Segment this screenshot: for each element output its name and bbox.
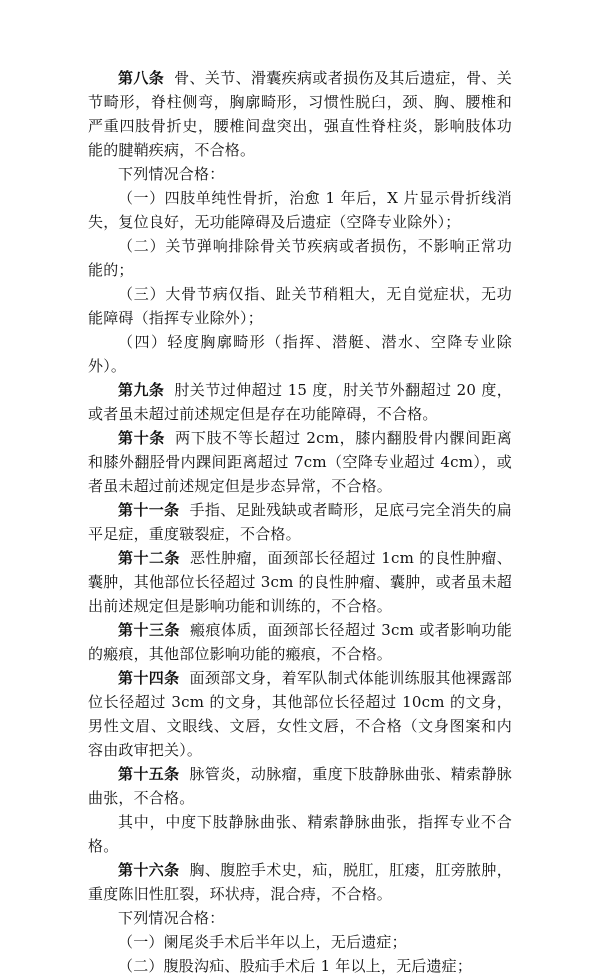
paragraph-article-11 (88, 498, 512, 546)
paragraph-article-9 (88, 378, 512, 426)
paragraph-item-2 (88, 234, 512, 282)
paragraph-item-6 (88, 954, 512, 978)
paragraph-article-13 (88, 618, 512, 666)
paragraph-item-4 (88, 330, 512, 378)
paragraph-qualified-intro (88, 162, 512, 186)
article-label: 第十条 (118, 429, 166, 447)
paragraph-text: 下列情况合格： (118, 909, 225, 927)
paragraph-text: 恶性肿瘤，面颈部长径超过 1cm 的良性肿瘤、囊肿，其他部位长径超过 3cm 的良性肿瘤、囊肿，或者虽未超出前述规定但是影响功能和训练的，不合格。 (88, 549, 512, 615)
paragraph-text: （一）阑尾炎手术后半年以上，无后遗症； (118, 933, 407, 951)
paragraph-article-14 (88, 666, 512, 762)
paragraph-text: 面颈部文身，着军队制式体能训练服其他裸露部位长径超过 3cm 的文身，其他部位长径超过 10cm 的文身，男性文眉、文眼线、文唇，女性文唇，不合格（文身图案和内容由政审把关）。 (88, 669, 512, 759)
paragraph-text: （二）关节弹响排除骨关节疾病或者损伤，不影响正常功能的； (88, 237, 512, 279)
paragraph-text: 肘关节过伸超过 15 度，肘关节外翻超过 20 度，或者虽未超过前述规定但是存在功能障碍，不合格。 (88, 381, 512, 423)
paragraph-article-12 (88, 546, 512, 618)
article-label: 第十一条 (118, 501, 180, 519)
paragraph-item-3 (88, 282, 512, 330)
paragraph-text: （四）轻度胸廓畸形（指挥、潜艇、潜水、空降专业除外）。 (88, 333, 512, 375)
paragraph-text: 瘢痕体质，面颈部长径超过 3cm 或者影响功能的瘢痕，其他部位影响功能的瘢痕，不合格。 (88, 621, 512, 663)
document-body (88, 66, 512, 978)
article-label: 第八条 (118, 69, 165, 87)
article-label: 第十三条 (118, 621, 180, 639)
paragraph-text: （三）大骨节病仅指、趾关节稍粗大，无自觉症状，无功能障碍（指挥专业除外）； (88, 285, 512, 327)
paragraph-qualified-intro-2 (88, 906, 512, 930)
paragraph-article-15-note (88, 810, 512, 858)
paragraph-article-15 (88, 762, 512, 810)
paragraph-text: 骨、关节、滑囊疾病或者损伤及其后遗症，骨、关节畸形，脊柱侧弯，胸廓畸形，习惯性脱臼，颈、胸、腰椎和严重四肢骨折史，腰椎间盘突出，强直性脊柱炎，影响肢体功能的腱鞘疾病，不合格。 (88, 69, 512, 159)
paragraph-article-8 (88, 66, 512, 162)
paragraph-text: （二）腹股沟疝、股疝手术后 1 年以上，无后遗症； (118, 957, 473, 975)
paragraph-item-1 (88, 186, 512, 234)
article-label: 第十六条 (118, 861, 180, 879)
paragraph-text: 胸、腹腔手术史，疝，脱肛，肛瘘，肛旁脓肿，重度陈旧性肛裂，环状痔，混合痔，不合格。 (88, 861, 512, 903)
paragraph-article-16 (88, 858, 512, 906)
article-label: 第十四条 (118, 669, 180, 687)
article-label: 第十二条 (118, 549, 180, 567)
paragraph-text: （一）四肢单纯性骨折，治愈 1 年后，X 片显示骨折线消失，复位良好，无功能障碍及后遗症（空降专业除外）； (88, 189, 512, 231)
article-label: 第十五条 (118, 765, 180, 783)
paragraph-text: 下列情况合格： (118, 165, 225, 183)
paragraph-text: 手指、足趾残缺或者畸形，足底弓完全消失的扁平足症，重度皲裂症，不合格。 (88, 501, 512, 543)
paragraph-text: 两下肢不等长超过 2cm，膝内翻股骨内髁间距离和膝外翻胫骨内踝间距离超过 7cm（空降专业超过 4cm），或者虽未超过前述规定但是步态异常，不合格。 (88, 429, 512, 495)
paragraph-article-10 (88, 426, 512, 498)
paragraph-text: 其中，中度下肢静脉曲张、精索静脉曲张，指挥专业不合格。 (88, 813, 512, 855)
paragraph-text: 脉管炎，动脉瘤，重度下肢静脉曲张、精索静脉曲张，不合格。 (88, 765, 512, 807)
article-label: 第九条 (118, 381, 165, 399)
paragraph-item-5 (88, 930, 512, 954)
